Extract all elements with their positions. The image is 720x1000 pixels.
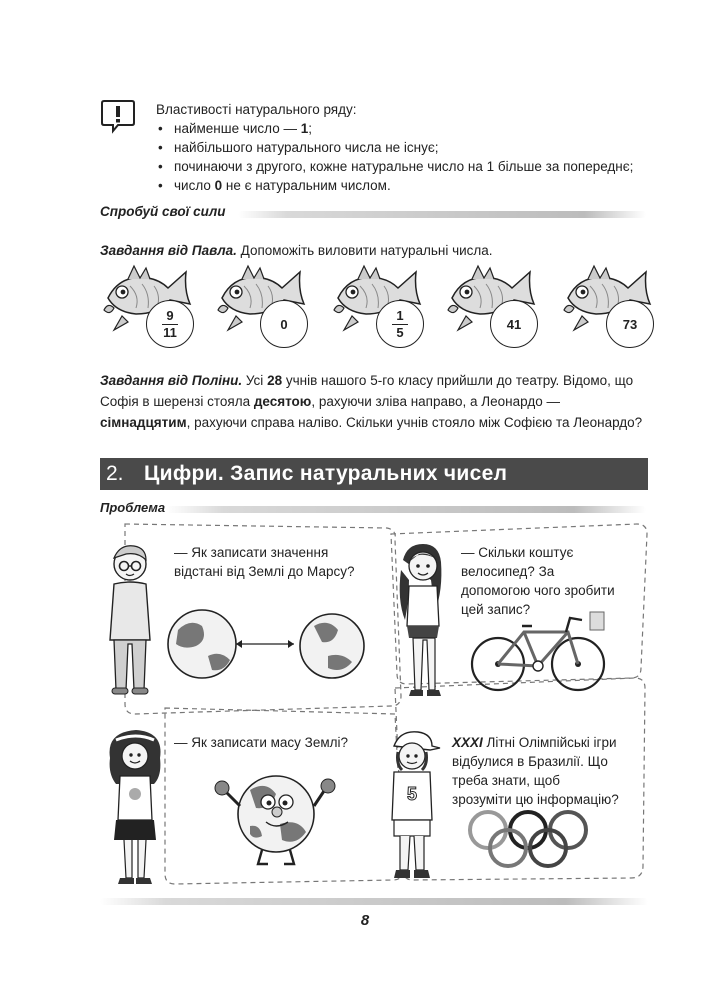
boy-with-glasses-illustration	[100, 540, 160, 700]
panel2-question: — Скільки коштує велосипед? За допомогою чого зробити цей запис?	[461, 545, 615, 617]
properties-intro: Властивості натурального ряду:	[156, 102, 357, 117]
price-tag-icon	[590, 612, 604, 630]
fish-2[interactable]	[214, 264, 306, 350]
fraction-numerator: 1	[396, 307, 404, 323]
fraction-denominator: 11	[163, 324, 177, 340]
fish-number-bubble	[376, 300, 424, 348]
fish-number-bubble: 73	[606, 300, 654, 348]
section-banner	[100, 458, 648, 490]
fraction-numerator: 9	[166, 307, 174, 323]
properties-list	[156, 119, 676, 195]
fish-3[interactable]	[330, 264, 422, 350]
roman-numeral: XXXI	[452, 735, 483, 750]
task-polina: Завдання від Поліни. Усі 28 учнів нашого 5-го класу прийшли до театру. Відомо, що Софія в шерензі стояла десятою, рахуючи зліва направо, а Леонардо — сімнадцятим, рахуючи справа наліво. Скільки учнів стояло між Софією та Леонардо?	[100, 373, 643, 430]
girl-illustration	[393, 540, 451, 700]
task-pavlo-text: Допоможіть виловити натуральні числа.	[236, 243, 493, 258]
earth-mars-illustration	[164, 600, 370, 690]
fish-1[interactable]	[100, 264, 192, 350]
boy-with-cap-illustration	[382, 728, 442, 884]
fraction-denominator: 5	[396, 324, 404, 340]
problem-swoosh	[166, 506, 646, 513]
property-item: • найменше число — 1;	[156, 119, 676, 138]
fish-4[interactable]	[444, 264, 536, 350]
bicycle-illustration	[466, 610, 620, 694]
curly-girl-illustration	[106, 728, 164, 888]
task-pavlo-label: Завдання від Павла.	[100, 243, 237, 258]
fish-number-bubble	[146, 300, 194, 348]
fraction	[392, 309, 408, 340]
property-item: • найбільшого натурального числа не існує;	[156, 138, 676, 157]
property-item: • починаючи з другого, кожне натуральне число на 1 більше за попереднє;	[156, 157, 676, 176]
try-section-heading: Спробуй свої сили	[100, 204, 226, 219]
heading-swoosh	[238, 211, 646, 218]
natural-series-properties	[156, 100, 676, 195]
panel4-question: XXXI Літні Олімпійські ігри відбулися в Бразилії. Що треба знати, щоб зрозуміти цю інформацію?	[452, 735, 619, 807]
exclamation-note-icon	[100, 98, 136, 134]
problem-heading: Проблема	[100, 500, 166, 515]
earth-character-illustration	[210, 760, 340, 870]
shirt-number: 5	[406, 784, 418, 804]
property-item: • число 0 не є натуральним числом.	[156, 176, 676, 195]
fish-5[interactable]	[560, 264, 652, 350]
fish-number-bubble: 41	[490, 300, 538, 348]
section-number: 2.	[106, 462, 124, 485]
task-pavlo	[100, 240, 620, 261]
olympic-rings-icon	[464, 808, 594, 870]
section-title: Цифри. Запис натуральних чисел	[144, 462, 508, 485]
fraction	[162, 309, 178, 340]
page-number: 8	[360, 912, 370, 929]
panel1-question: — Як записати значення відстані від Землі до Марсу?	[174, 545, 355, 579]
footer-swoosh	[100, 898, 648, 905]
fish-number-bubble: 0	[260, 300, 308, 348]
panel3-question: — Як записати масу Землі?	[174, 735, 349, 750]
